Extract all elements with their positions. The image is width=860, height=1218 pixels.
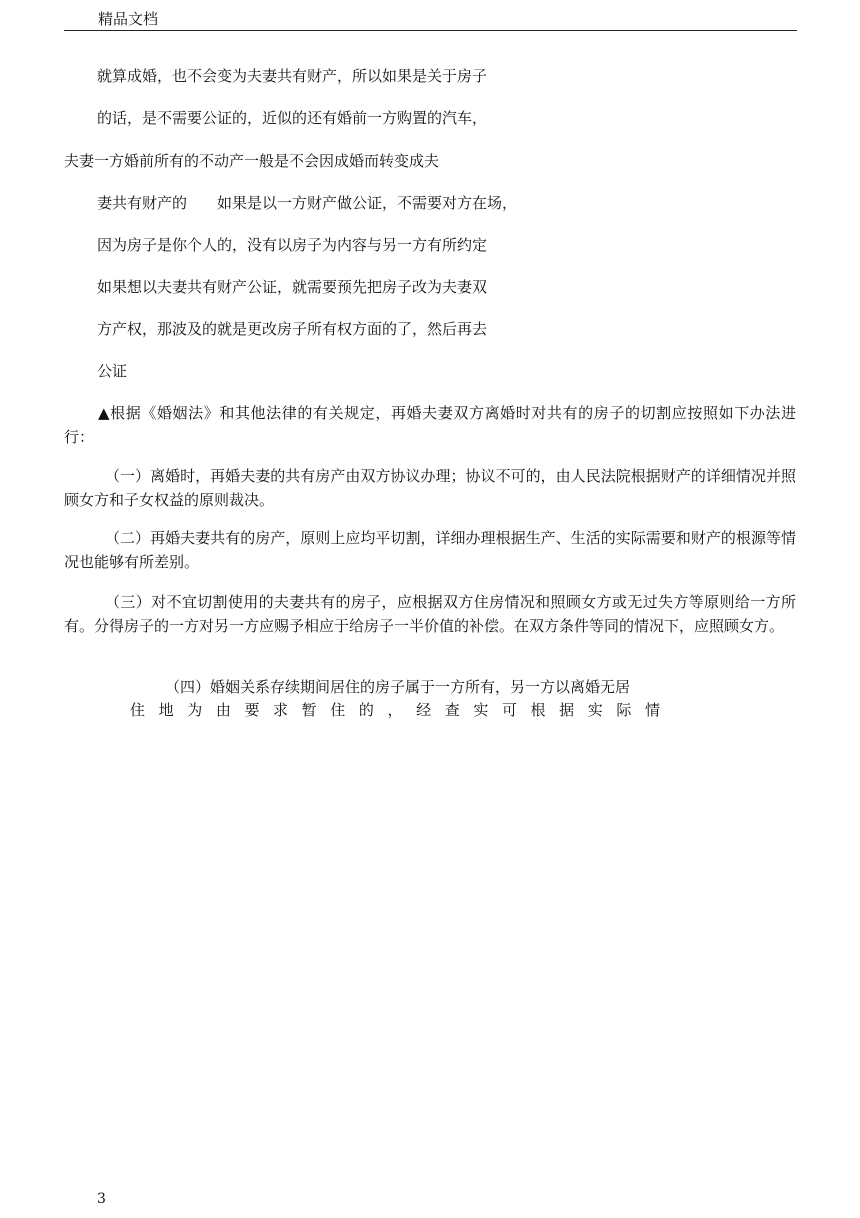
body-line: 因为房子是你个人的，没有以房子为内容与另一方有所约定 [97,236,488,254]
body-line: 公证 [97,362,128,380]
body-line: 如果想以夫妻共有财产公证，就需要预先把房子改为夫妻双 [97,278,488,296]
paragraph-item-1: （一）离婚时，再婚夫妻的共有房产由双方协议办理；协议不可的，由人民法院根据财产的详细情况并照顾女方和子女权益的原则裁决。 [64,467,796,509]
body-line: 方产权，那波及的就是更改房子所有权方面的了，然后再去 [97,320,488,338]
body-line: 夫妻一方婚前所有的不动产一般是不会因成婚而转变成夫 [64,152,440,170]
paragraph-intro: ▲根据《婚姻法》和其他法律的有关规定，再婚夫妻双方离婚时对共有的房子的切割应按照如下办法进行： [64,404,796,446]
page-number: 3 [97,1191,106,1207]
header-title: 精品文档 [98,10,159,28]
paragraph-item-3: （三）对不宜切割使用的夫妻共有的房子，应根据双方住房情况和照顾女方或无过失方等原则给一方所有。分得房子的一方对另一方应赐予相应于给房子一半价值的补偿。在双方条件等同的情况下，应照顾女方。 [64,593,796,635]
body-line: 的话，是不需要公证的，近似的还有婚前一方购置的汽车， [97,109,488,127]
closing-line-2: 住 地 为 由 要 求 暂 住 的 ， 经 查 实 可 根 据 实 际 情 [130,701,660,719]
body-line: 就算成婚，也不会变为夫妻共有财产，所以如果是关于房子 [97,67,488,85]
paragraph-item-2: （二）再婚夫妻共有的房产，原则上应均平切割，详细办理根据生产、生活的实际需要和财产的根源等情况也能够有所差别。 [64,529,796,571]
header-divider [64,30,797,31]
closing-line-1: （四）婚姻关系存续期间居住的房子属于一方所有，另一方以离婚无居 [165,678,631,696]
body-line: 妻共有财产的 如果是以一方财产做公证，不需要对方在场， [97,194,518,212]
